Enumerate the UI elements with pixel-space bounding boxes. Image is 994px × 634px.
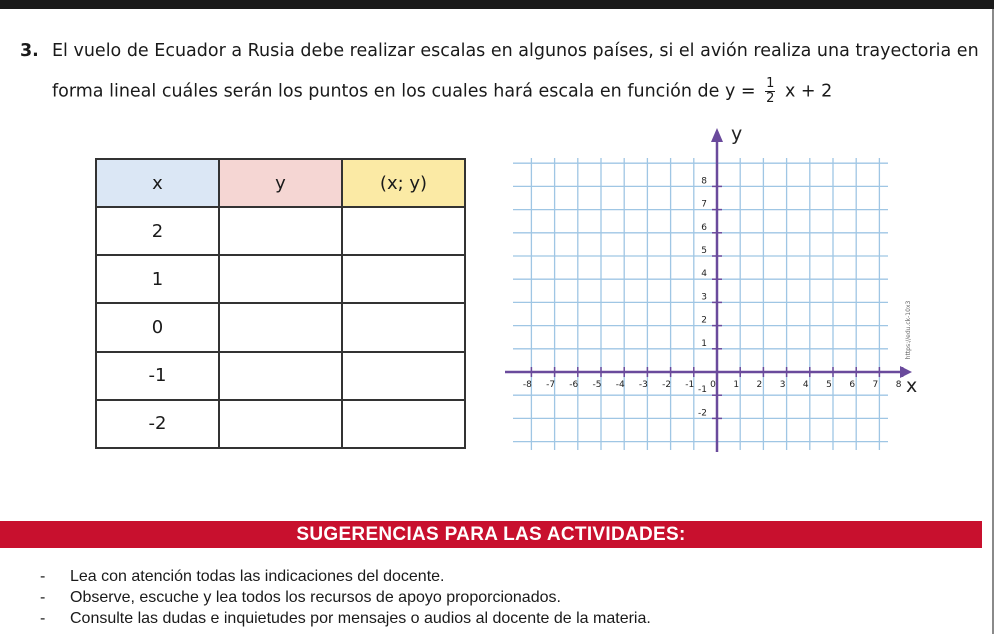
y-axis-arrow [711,128,723,142]
x-tick-label: -7 [546,380,556,390]
y-tick-label: -1 [698,385,707,396]
fraction-numerator: 1 [766,76,775,91]
y-cell[interactable] [219,352,342,400]
x-tick-label: 0 [710,380,716,390]
x-tick-label: -1 [685,380,695,390]
question-line-1 [20,41,979,61]
table-header-row [96,159,465,207]
x-tick-label: -5 [592,380,602,390]
x-tick-label: -3 [638,380,648,390]
y-tick-label: -2 [698,408,707,419]
x-tick-label: 8 [895,380,902,390]
tip-text: Consulte las dudas e inquietudes por mensajes o audios al docente de la materia. [70,610,651,627]
xy-cell[interactable] [342,352,465,400]
x-cell: -1 [96,352,219,400]
fraction [765,77,775,106]
tip-text: Lea con atención todas las indicaciones del docente. [70,568,445,585]
question-text-3: x + 2 [784,81,833,102]
y-tick-label: 7 [701,199,707,210]
y-tick-label: 1 [701,338,707,349]
header-xy: (x; y) [342,159,465,207]
x-tick-label: 6 [849,380,856,390]
table-row [96,352,465,400]
y-cell[interactable] [219,303,342,351]
x-cell: -2 [96,400,219,448]
xy-cell[interactable] [342,400,465,448]
question-number: 3. [20,41,39,61]
x-tick-label: 3 [779,380,786,390]
x-cell: 1 [96,255,219,303]
list-item [40,608,651,629]
x-cell: 2 [96,207,219,255]
question-line-2 [52,77,832,106]
list-item [40,587,651,608]
tips-banner: SUGERENCIAS PARA LAS ACTIVIDADES: [0,521,982,548]
list-item [40,566,651,587]
y-cell[interactable] [219,400,342,448]
x-tick-label: -2 [662,380,672,390]
table-row [96,255,465,303]
x-axis-label: x [906,375,918,397]
values-table [95,158,466,449]
x-tick-label: -6 [569,380,579,390]
y-cell[interactable] [219,255,342,303]
x-tick-label: 7 [872,380,879,390]
top-border [0,0,994,9]
x-tick-label: -8 [522,380,532,390]
y-tick-label: 4 [701,269,707,280]
coordinate-grid[interactable] [480,120,940,465]
question-text-1: El vuelo de Ecuador a Rusia debe realizar escalas en algunos países, si el avión realiza una trayectoria en [52,41,979,61]
xy-cell[interactable] [342,255,465,303]
y-axis-label: y [731,123,743,145]
x-cell: 0 [96,303,219,351]
y-tick-label: 3 [701,292,707,303]
side-note: https://edu.ck-10x3 [905,300,912,360]
header-y: y [219,159,342,207]
table-row [96,400,465,448]
x-tick-label: 1 [733,380,740,390]
y-tick-label: 8 [701,176,707,187]
x-tick-label: 4 [802,380,809,390]
bullet-dash: - [40,568,46,585]
bullet-dash: - [40,610,46,627]
xy-cell[interactable] [342,207,465,255]
table-row [96,207,465,255]
bullet-dash: - [40,589,46,606]
y-tick-label: 6 [701,222,707,233]
question-text-2: forma lineal cuáles serán los puntos en los cuales hará escala en función de y = [52,81,756,102]
x-tick-label: -4 [615,380,625,390]
xy-cell[interactable] [342,303,465,351]
table-row [96,303,465,351]
tips-list [40,566,651,629]
x-tick-label: 2 [756,380,763,390]
x-tick-label: 5 [826,380,832,390]
y-tick-label: 2 [701,315,707,326]
y-cell[interactable] [219,207,342,255]
header-x: x [96,159,219,207]
tip-text: Observe, escuche y lea todos los recursos de apoyo proporcionados. [70,589,561,606]
fraction-denominator: 2 [766,91,775,106]
y-tick-label: 5 [701,246,707,256]
